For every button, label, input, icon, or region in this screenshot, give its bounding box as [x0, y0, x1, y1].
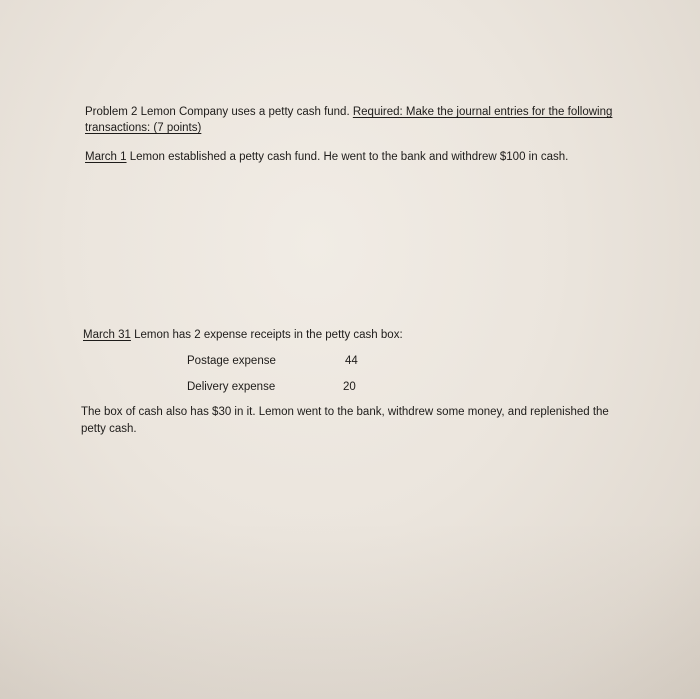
closing-text-line1: The box of cash also has $30 in it. Lemon went to the bank, withdrew some money, and replenished the: [81, 406, 609, 418]
required-instruction-cont: [85, 121, 201, 136]
closing-text-line2: petty cash.: [81, 423, 137, 435]
expense-amount-postage: 44: [345, 355, 358, 367]
expense-amount-delivery: 20: [343, 381, 356, 393]
march1-entry: [85, 150, 568, 165]
paper-shadow: [0, 519, 700, 699]
march31-text: Lemon has 2 expense receipts in the petty cash box:: [134, 329, 403, 341]
march1-text: Lemon established a petty cash fund. He went to the bank and withdrew $100 in cash.: [129, 151, 569, 163]
expense-label-delivery: Delivery expense: [187, 381, 276, 393]
required-instruction: Required: Make the journal entries for the following: [352, 106, 613, 118]
required-instruction-cont-text: transactions: (7 points): [85, 122, 202, 134]
expense-label-postage: Postage expense: [187, 355, 276, 367]
march31-date: March 31: [83, 329, 131, 341]
problem-heading: [85, 105, 612, 120]
march1-date: March 1: [85, 151, 127, 163]
problem-prefix: Problem 2 Lemon Company uses a petty cash fund.: [85, 106, 350, 118]
march31-entry: [83, 328, 403, 343]
